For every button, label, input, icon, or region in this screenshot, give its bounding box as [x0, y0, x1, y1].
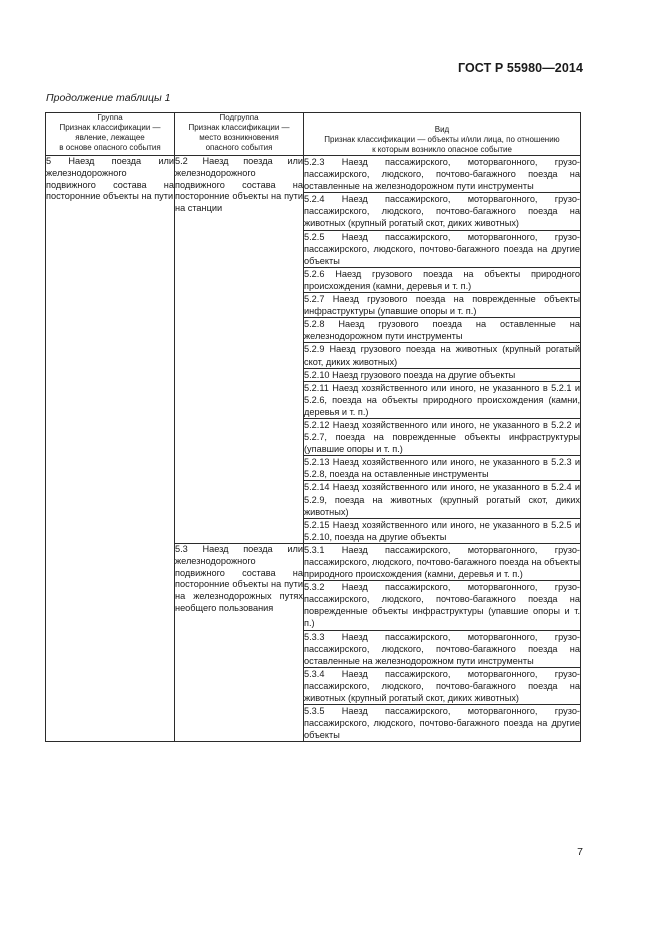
- header-title: Вид: [434, 125, 450, 134]
- page-number: 7: [577, 846, 583, 858]
- type-cell: 5.2.6 Наезд грузового поезда на объекты природного происхождения (камни, деревья и т. п.): [304, 268, 580, 291]
- type-cell: 5.2.15 Наезд хозяйственного или иного, не указанного в 5.2.5 и 5.2.10, поезда на другие объекты: [304, 519, 580, 542]
- header-type: [304, 113, 581, 156]
- type-cell: 5.3.4 Наезд пассажирского, моторвагонного, грузо-пассажирского, людского, почтово-багажного поезда на животных (крупный рогатый скот, диких животных): [304, 668, 580, 704]
- type-cell: 5.2.11 Наезд хозяйственного или иного, не указанного в 5.2.1 и 5.2.6, поезда на объекты природного происхождения (камни, деревья и т. п.): [304, 382, 580, 417]
- header-line: в основе опасного события: [59, 143, 161, 152]
- table-header-row: [46, 113, 581, 156]
- header-line: к которым возникло опасное событие: [372, 145, 512, 154]
- type-cell: 5.3.2 Наезд пассажирского, моторвагонного, грузо-пассажирского, людского, почтово-багажного поезда на поврежденные объекты инфраструктуры (упавшие опоры и т. п.): [304, 582, 580, 629]
- classification-table: [45, 112, 581, 742]
- type-cell: 5.2.13 Наезд хозяйственного или иного, не указанного в 5.2.3 и 5.2.8, поезда на оставленные инструменты: [304, 457, 580, 480]
- type-cell: 5.2.14 Наезд хозяйственного или иного, не указанного в 5.2.4 и 5.2.9, поезда на животных (крупный рогатый скот, диких животных): [304, 482, 580, 517]
- type-cell: 5.2.5 Наезд пассажирского, моторвагонного, грузо-пассажирского, людского, почтово-багажного поезда на другие объекты: [304, 231, 580, 266]
- type-cell: 5.2.9 Наезд грузового поезда на животных (крупный рогатый скот, диких животных): [304, 344, 580, 367]
- type-cell: 5.2.10 Наезд грузового поезда на другие объекты: [304, 368, 581, 381]
- header-group: [46, 113, 175, 156]
- type-cell: 5.2.7 Наезд грузового поезда на поврежденные объекты инфраструктуры (упавшие опоры и т. п.): [304, 294, 580, 317]
- type-cell: 5.2.12 Наезд хозяйственного или иного, не указанного в 5.2.2 и 5.2.7, поезда на поврежденные объекты инфраструктуры (упавшие опоры и т. п.): [304, 419, 580, 455]
- type-cell: 5.3.1 Наезд пассажирского, моторвагонного, грузо-пассажирского, людского, почтово-багажного поезда на объекты природного происхождения (камни, деревья и т. п.): [304, 544, 580, 580]
- type-cell: 5.3.3 Наезд пассажирского, моторвагонного, грузо-пассажирского, людского, почтово-багажного поезда на оставленные на железнодорожном пути инструменты: [304, 631, 580, 666]
- table-row: [46, 156, 581, 193]
- type-cell: 5.3.5 Наезд пассажирского, моторвагонного, грузо-пассажирского, людского, почтово-багажного поезда на другие объекты: [304, 706, 580, 741]
- group-cell: 5 Наезд поезда или железнодорожного подвижного состава на посторонние объекты на пути: [46, 156, 175, 742]
- header-title: Подгруппа: [219, 113, 259, 122]
- document-code: ГОСТ Р 55980—2014: [457, 61, 583, 75]
- header-subgroup: [175, 113, 304, 156]
- header-title: Группа: [97, 113, 123, 122]
- type-cell: 5.2.8 Наезд грузового поезда на оставленные на железнодорожном пути инструменты: [304, 319, 580, 342]
- header-line: место возникновения: [199, 133, 279, 142]
- type-cell: 5.2.4 Наезд пассажирского, моторвагонного, грузо-пассажирского, людского, почтово-багажного поезда на животных (крупный рогатый скот, диких животных): [304, 194, 580, 229]
- header-line: опасного события: [205, 143, 273, 152]
- type-cell: 5.2.3 Наезд пассажирского, моторвагонного, грузо-пассажирского, людского, почтово-багажного поезда на оставленные на железнодорожном пути инструменты: [304, 157, 580, 192]
- header-line: явление, лежащее: [75, 133, 145, 142]
- subgroup-cell: 5.3 Наезд поезда или железнодорожного подвижного состава на посторонние объекты на пути на железнодорожных путях необщего пользования: [175, 543, 304, 742]
- header-line: Признак классификации —: [59, 123, 161, 132]
- subgroup-cell: 5.2 Наезд поезда или железнодорожного подвижного состава на посторонние объекты на пути на станции: [175, 156, 304, 544]
- header-line: Признак классификации — объекты и/или лица, по отношению: [324, 135, 560, 144]
- header-line: Признак классификации —: [188, 123, 290, 132]
- table-caption: Продолжение таблицы 1: [46, 92, 171, 104]
